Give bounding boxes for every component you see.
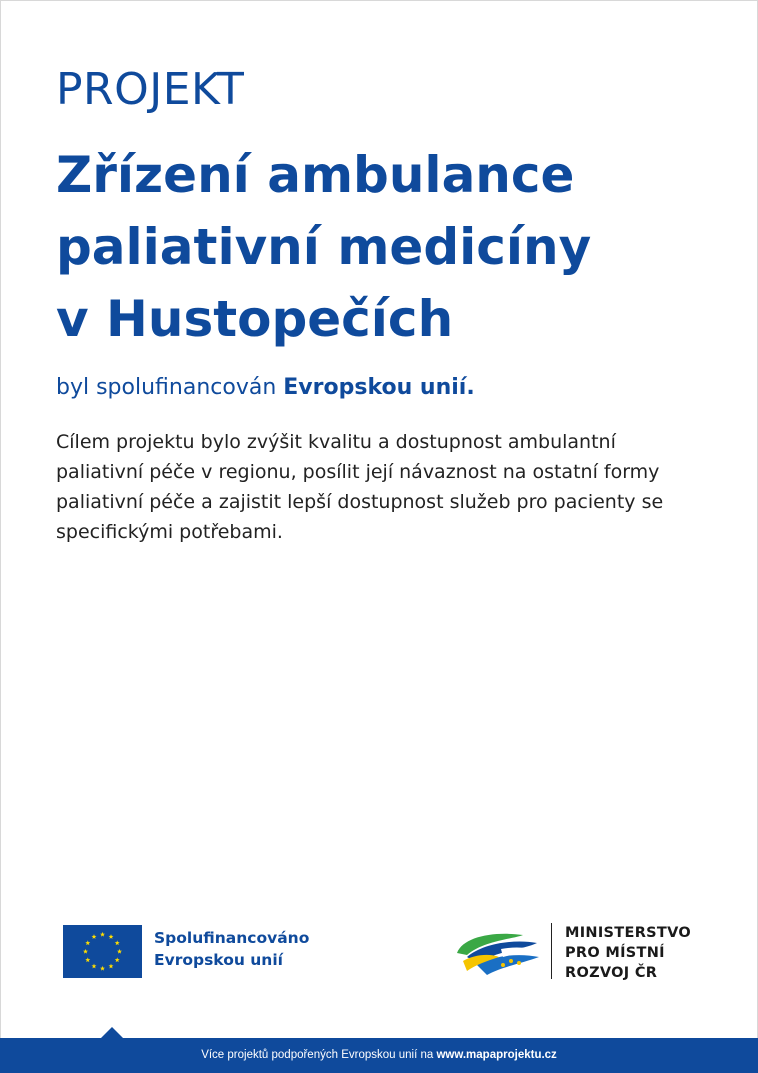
- ministry-line: MINISTERSTVO: [565, 925, 691, 941]
- logo-divider: [551, 923, 552, 979]
- eu-logo-line: Evropskou unií: [154, 951, 283, 969]
- eu-logo-text: [154, 927, 344, 971]
- mmr-emblem-icon: [453, 927, 541, 977]
- description-line: specifickými potřebami.: [56, 521, 283, 543]
- cofinancing-prefix: byl spolufinancován: [56, 375, 284, 400]
- title-line: paliativní medicíny: [56, 218, 592, 276]
- description-line: paliativní péče v regionu, posílit její návaznost na ostatní formy: [56, 461, 660, 483]
- ministry-line: PRO MÍSTNÍ: [565, 945, 665, 961]
- title-line: Zřízení ambulance: [56, 146, 575, 204]
- ministry-line: ROZVOJ ČR: [565, 965, 658, 981]
- cofinancing-statement: [56, 371, 475, 405]
- cofinancing-eu: Evropskou unií.: [283, 375, 475, 400]
- project-label: PROJEKT: [56, 64, 245, 115]
- title-line: v Hustopečích: [56, 290, 454, 348]
- description-line: Cílem projektu bylo zvýšit kvalitu a dostupnost ambulantní: [56, 431, 616, 453]
- description-line: paliativní péče a zajistit lepší dostupnost služeb pro pacienty se: [56, 491, 664, 513]
- footer-link[interactable]: www.mapaprojektu.cz: [436, 1049, 557, 1061]
- ministry-name: [565, 923, 715, 983]
- project-title: [56, 139, 716, 355]
- eu-flag-icon: [63, 925, 142, 978]
- footer-bar: [0, 1038, 758, 1073]
- project-description: [56, 427, 716, 547]
- footer-text: Více projektů podpořených Evropskou unií na: [201, 1049, 437, 1061]
- eu-logo-line: Spolufinancováno: [154, 929, 310, 947]
